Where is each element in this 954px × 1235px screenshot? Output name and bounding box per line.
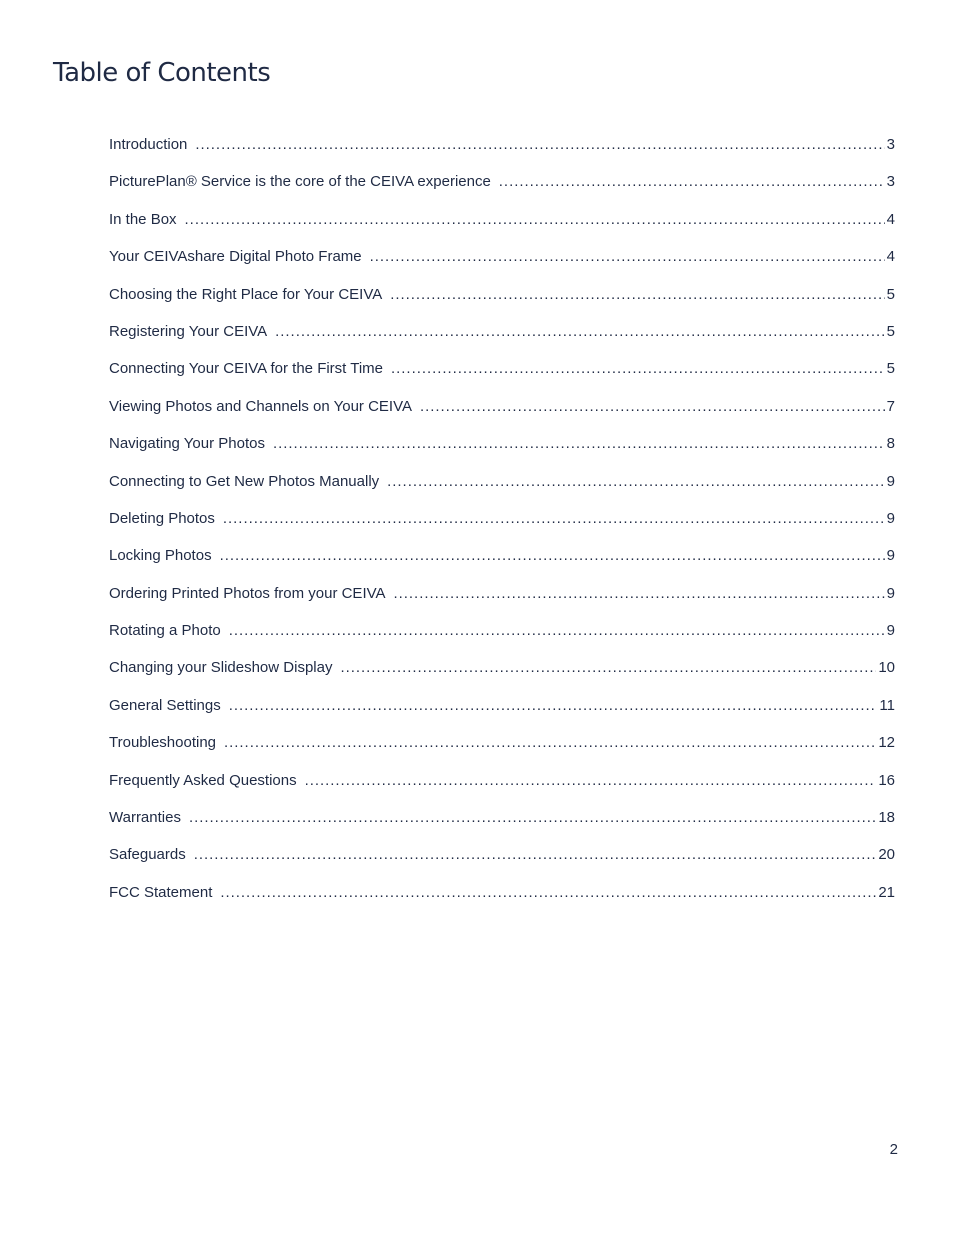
toc-entry-pictureplan-service[interactable] <box>109 173 895 210</box>
dot-leader <box>229 697 878 714</box>
toc-entry-label: Ordering Printed Photos from your CEIVA <box>109 584 386 602</box>
dot-leader <box>189 809 876 826</box>
toc-entry-viewing-photos-channels[interactable] <box>109 398 895 435</box>
toc-entry-page: 9 <box>886 472 895 490</box>
toc-entry-troubleshooting[interactable] <box>109 734 895 771</box>
toc-entry-label: Safeguards <box>109 846 186 864</box>
toc-entry-label: Deleting Photos <box>109 509 215 527</box>
dot-leader <box>224 734 876 751</box>
toc-entry-label: Changing your Slideshow Display <box>109 659 333 677</box>
page-number: 2 <box>889 1141 898 1158</box>
dot-leader <box>420 398 885 415</box>
toc-entry-page: 8 <box>886 435 895 453</box>
dot-leader <box>394 585 885 602</box>
toc-entry-label: Locking Photos <box>109 547 212 565</box>
toc-entry-label: PicturePlan® Service is the core of the CEIVA experience <box>109 173 491 191</box>
toc-entry-label: General Settings <box>109 696 221 714</box>
page-title: Table of Contents <box>53 58 271 88</box>
dot-leader <box>390 286 884 303</box>
dot-leader <box>275 323 885 340</box>
toc-entry-choosing-right-place[interactable] <box>109 286 895 323</box>
toc-entry-page: 9 <box>886 547 895 565</box>
toc-entry-page: 10 <box>878 659 895 677</box>
toc-entry-page: 5 <box>886 322 895 340</box>
toc-entry-page: 5 <box>886 360 895 378</box>
dot-leader <box>223 510 885 527</box>
toc-entry-slideshow-display[interactable] <box>109 659 895 696</box>
table-of-contents <box>109 136 895 921</box>
toc-entry-label: Frequently Asked Questions <box>109 771 297 789</box>
toc-entry-ordering-prints[interactable] <box>109 585 895 622</box>
toc-entry-label: Your CEIVAshare Digital Photo Frame <box>109 248 362 266</box>
toc-entry-introduction[interactable] <box>109 136 895 173</box>
toc-entry-warranties[interactable] <box>109 809 895 846</box>
toc-entry-connecting-manually[interactable] <box>109 473 895 510</box>
toc-entry-page: 5 <box>886 285 895 303</box>
toc-entry-page: 4 <box>886 248 895 266</box>
toc-entry-page: 7 <box>886 397 895 415</box>
toc-entry-fcc-statement[interactable] <box>109 884 895 921</box>
dot-leader <box>387 473 885 490</box>
toc-entry-page: 9 <box>886 622 895 640</box>
dot-leader <box>391 360 885 377</box>
toc-entry-digital-photo-frame[interactable] <box>109 248 895 285</box>
toc-entry-in-the-box[interactable] <box>109 211 895 248</box>
toc-entry-label: FCC Statement <box>109 883 213 901</box>
toc-entry-label: Warranties <box>109 809 181 827</box>
toc-entry-label: Registering Your CEIVA <box>109 322 268 340</box>
toc-entry-navigating-photos[interactable] <box>109 435 895 472</box>
toc-entry-locking-photos[interactable] <box>109 547 895 584</box>
toc-entry-label: Viewing Photos and Channels on Your CEIVA <box>109 397 412 415</box>
toc-entry-page: 3 <box>886 136 895 153</box>
dot-leader <box>195 136 884 153</box>
toc-entry-general-settings[interactable] <box>109 697 895 734</box>
toc-entry-faq[interactable] <box>109 772 895 809</box>
toc-entry-page: 18 <box>878 809 895 827</box>
dot-leader <box>370 248 885 265</box>
toc-entry-page: 9 <box>886 509 895 527</box>
toc-entry-label: Connecting Your CEIVA for the First Time <box>109 360 384 378</box>
toc-entry-label: Choosing the Right Place for Your CEIVA <box>109 285 383 303</box>
toc-entry-page: 11 <box>879 696 895 714</box>
toc-entry-page: 20 <box>878 846 895 864</box>
toc-entry-page: 12 <box>878 734 895 752</box>
toc-entry-label: In the Box <box>109 210 177 228</box>
toc-entry-page: 16 <box>878 771 895 789</box>
dot-leader <box>229 622 885 639</box>
dot-leader <box>194 846 877 863</box>
dot-leader <box>305 772 877 789</box>
toc-entry-page: 3 <box>886 173 895 191</box>
toc-entry-page: 9 <box>886 584 895 602</box>
dot-leader <box>185 211 885 228</box>
dot-leader <box>499 173 885 190</box>
toc-entry-connecting-first-time[interactable] <box>109 360 895 397</box>
toc-entry-page: 4 <box>886 210 895 228</box>
toc-entry-label: Rotating a Photo <box>109 622 221 640</box>
dot-leader <box>220 547 885 564</box>
toc-entry-safeguards[interactable] <box>109 846 895 883</box>
toc-entry-label: Connecting to Get New Photos Manually <box>109 472 380 490</box>
toc-entry-label: Troubleshooting <box>109 734 217 752</box>
toc-entry-registering[interactable] <box>109 323 895 360</box>
toc-entry-page: 21 <box>878 883 895 901</box>
toc-entry-label: Introduction <box>109 136 188 153</box>
dot-leader <box>340 659 876 676</box>
dot-leader <box>220 884 876 901</box>
toc-entry-deleting-photos[interactable] <box>109 510 895 547</box>
toc-entry-label: Navigating Your Photos <box>109 435 265 453</box>
dot-leader <box>273 435 885 452</box>
toc-entry-rotating-photo[interactable] <box>109 622 895 659</box>
